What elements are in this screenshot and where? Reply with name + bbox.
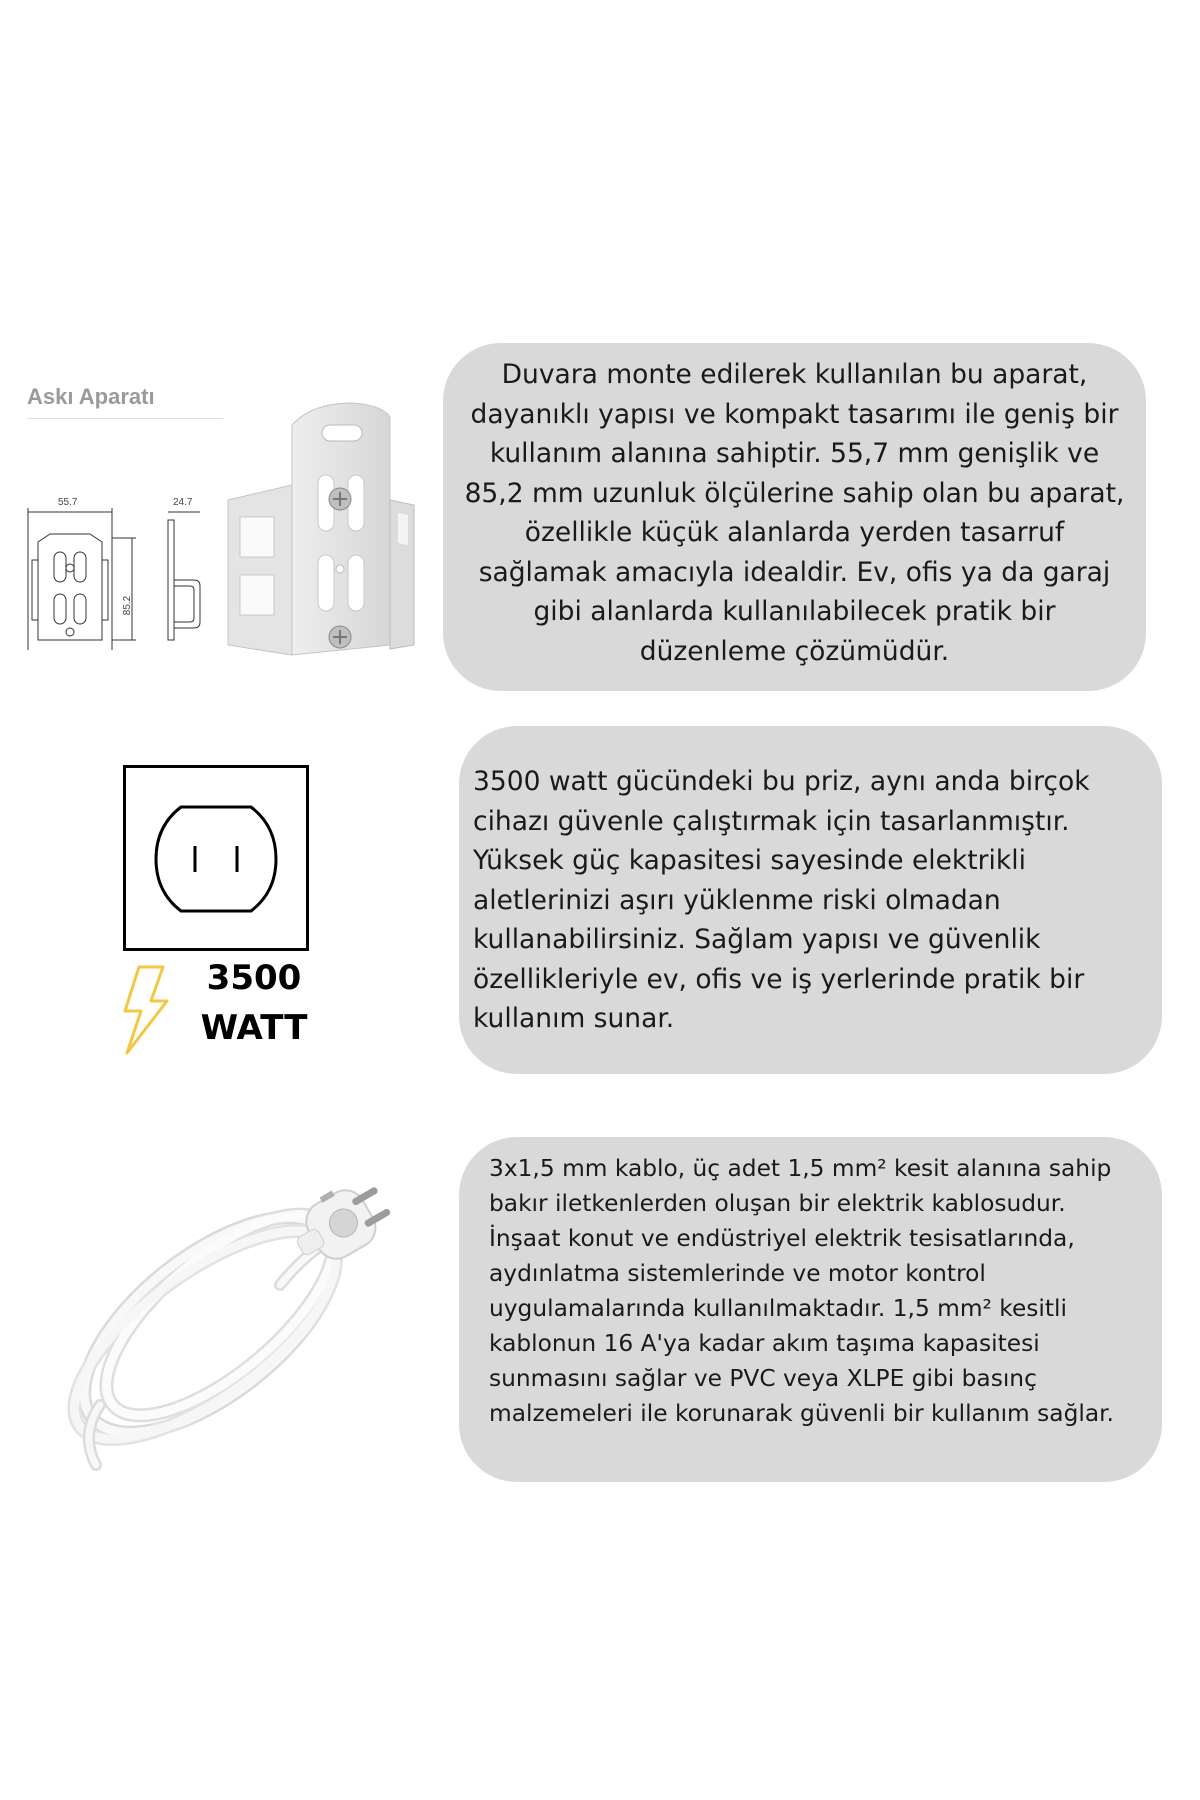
socket-icon-frame — [123, 765, 309, 951]
socket-description-bubble — [459, 726, 1162, 1074]
bracket-diagram-title: Askı Aparatı — [27, 384, 155, 409]
watt-unit: WATT — [200, 1008, 308, 1048]
socket-icon — [153, 804, 279, 914]
title-underline — [27, 418, 223, 419]
cable-description: 3x1,5 mm kablo, üç adet 1,5 mm² kesit alanına sahip bakır iletkenlerden oluşan bir elektrik kablosudur. İnşaat konut ve endüstriyel elektrik tesisatlarında, aydınlatma sistemlerinde ve motor kontrol uygulamalarında kullanılmaktadır. 1,5 mm² kesitli kablonun 16 A'ya kadar akım taşıma kapasitesi sunmasını sağlar ve PVC veya XLPE gibi basınç malzemeleri ile korunarak güvenli bir kullanım sağlar. — [489, 1155, 1114, 1427]
lightning-bolt-icon — [121, 965, 171, 1055]
power-cable-image — [40, 1135, 420, 1485]
height-dimension: 85.2 — [122, 595, 134, 616]
wall-bracket-image — [222, 395, 417, 670]
socket-description: 3500 watt gücündeki bu priz, aynı anda birçok cihazı güvenle çalıştırmak için tasarlanmıştır. Yüksek güç kapasitesi sayesinde elektrikli aletlerinizi aşırı yüklenme riski olmadan kullanabilirsiniz. Sağlam yapısı ve güvenlik özellikleriyle ev, ofis ve iş yerlerinde pratik bir kullanım sunar. — [473, 766, 1090, 1034]
bracket-description-bubble — [443, 343, 1146, 691]
width-dimension: 55.7 — [58, 497, 78, 508]
cable-description-bubble — [459, 1137, 1162, 1482]
watt-value: 3500 — [206, 958, 302, 998]
depth-dimension: 24.7 — [173, 497, 193, 508]
bracket-description: Duvara monte edilerek kullanılan bu aparat, dayanıklı yapısı ve kompakt tasarımı ile geniş bir kullanım alanına sahiptir. 55,7 mm genişlik ve 85,2 mm uzunluk ölçülerine sahip olan bu aparat, özellikle küçük alanlarda yerden tasarruf sağlamak amacıyla idealdir. Ev, ofis ya da garaj gibi alanlarda kullanılabilecek pratik bir düzenleme çözümüdür. — [464, 359, 1125, 667]
bracket-technical-drawing — [20, 490, 220, 660]
